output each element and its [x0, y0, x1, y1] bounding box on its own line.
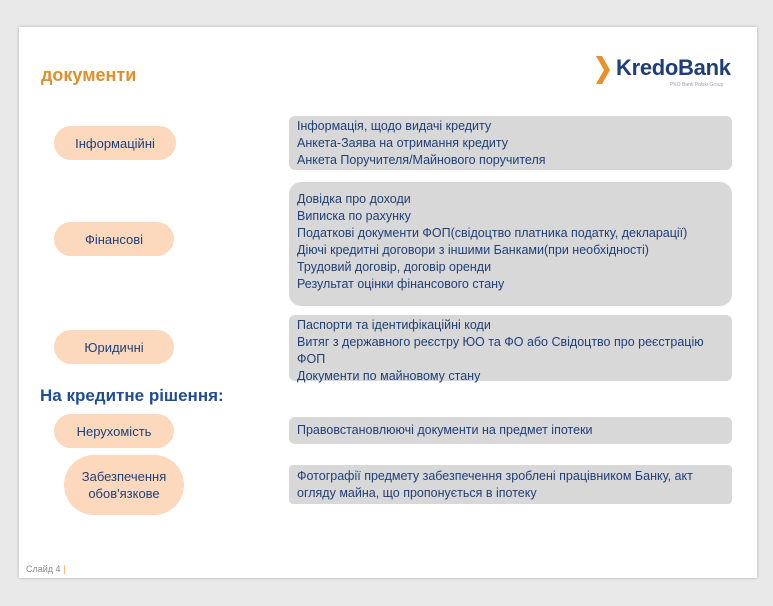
slide-number: Слайд 4 [26, 564, 61, 574]
document-item: Податкові документи ФОП(свідоцтво платника податку, декларації) [297, 226, 688, 240]
documents-box-real-estate [289, 417, 732, 444]
slide-footer [26, 564, 66, 574]
document-item: Анкета Поручителя/Майнового поручителя [297, 153, 546, 167]
document-item: Інформація, щодо видачі кредиту [297, 119, 492, 133]
document-item: Виписка по рахунку [297, 209, 411, 223]
category-pill-collateral: Забезпечення обов'язкове [64, 455, 184, 515]
slide [19, 27, 757, 578]
documents-box-informational [289, 116, 732, 170]
category-pill-legal: Юридичні [54, 330, 174, 364]
documents-box-collateral [289, 465, 732, 504]
document-item: Фотографії предмету забезпечення зроблені працівником Банку, акт огляду майна, що пропонується в іпотеку [297, 469, 693, 500]
document-item: Паспорти та ідентифікаційні коди [297, 318, 491, 332]
logo-subtitle: PKO Bank Polski Group [670, 82, 724, 88]
category-pill-financial: Фінансові [54, 222, 174, 256]
chevron-logo-icon [594, 55, 612, 85]
document-item: Трудовий договір, договір оренди [297, 260, 492, 274]
logo-name: KredoBank [616, 55, 731, 80]
category-pill-real-estate: Нерухомість [54, 414, 174, 448]
slide-title: документи [41, 65, 137, 85]
document-item: Діючі кредитні договори з іншими Банками(при необхідності) [297, 243, 649, 257]
category-pill-informational: Інформаційні [54, 126, 176, 160]
documents-box-financial [289, 182, 732, 306]
document-item: Документи по майновому стану [297, 369, 481, 383]
document-item: Довідка про доходи [297, 192, 411, 206]
footer-divider: | [63, 564, 66, 574]
document-item: Правовстановлюючі документи на предмет іпотеки [297, 423, 593, 437]
kredobank-logo [594, 55, 734, 95]
document-item: Результат оцінки фінансового стану [297, 277, 505, 291]
documents-box-legal [289, 315, 732, 381]
credit-decision-heading: На кредитне рішення: [40, 386, 224, 405]
document-item: Анкета-Заява на отримання кредиту [297, 136, 509, 150]
document-item: Витяг з державного реєстру ЮО та ФО або Свідоцтво про реєстрацію ФОП [297, 335, 704, 366]
